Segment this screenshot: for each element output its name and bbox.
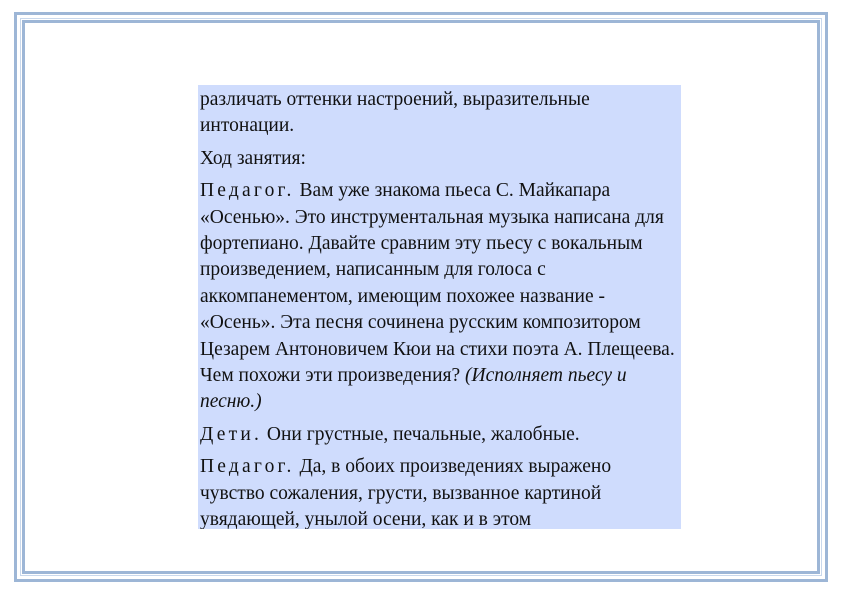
stage-direction: (Исполняет пьесу и песню.)	[200, 365, 627, 413]
paragraph-teacher-2	[200, 454, 679, 529]
paragraph-goal-text: различать оттенки настроений, выразительные интонации.	[200, 89, 590, 137]
paragraph-teacher-1	[200, 178, 679, 416]
text-block	[198, 85, 681, 529]
paragraph-children	[200, 422, 679, 448]
speaker-label: Дети.	[200, 423, 263, 445]
paragraph-lesson-heading	[200, 146, 679, 172]
paragraph-text: Они грустные, печальные, жалобные.	[262, 423, 580, 445]
speaker-label: Педагог.	[200, 180, 295, 202]
paragraph-text: Да, в обоих произведениях выражено чувство сожаления, грусти, вызванное картиной увядающей, унылой осени, как и в этом	[200, 456, 612, 529]
lesson-heading-text: Ход занятия:	[200, 147, 306, 169]
paragraph-goal	[200, 87, 679, 140]
speaker-label: Педагог.	[200, 456, 295, 478]
paragraph-text: Вам уже знакома пьеса С. Майкапара «Осенью». Это инструментальная музыка написана для фортепиано. Давайте сравним эту пьесу с вокальным произведением, написанным для голоса с аккомпанементом, имеющим похожее название - «Осень». Эта песня сочинена русским композитором Цезарем Антоновичем Кюи на стихи поэта А. Плещеева. Чем похожи эти произведения?	[200, 180, 675, 387]
